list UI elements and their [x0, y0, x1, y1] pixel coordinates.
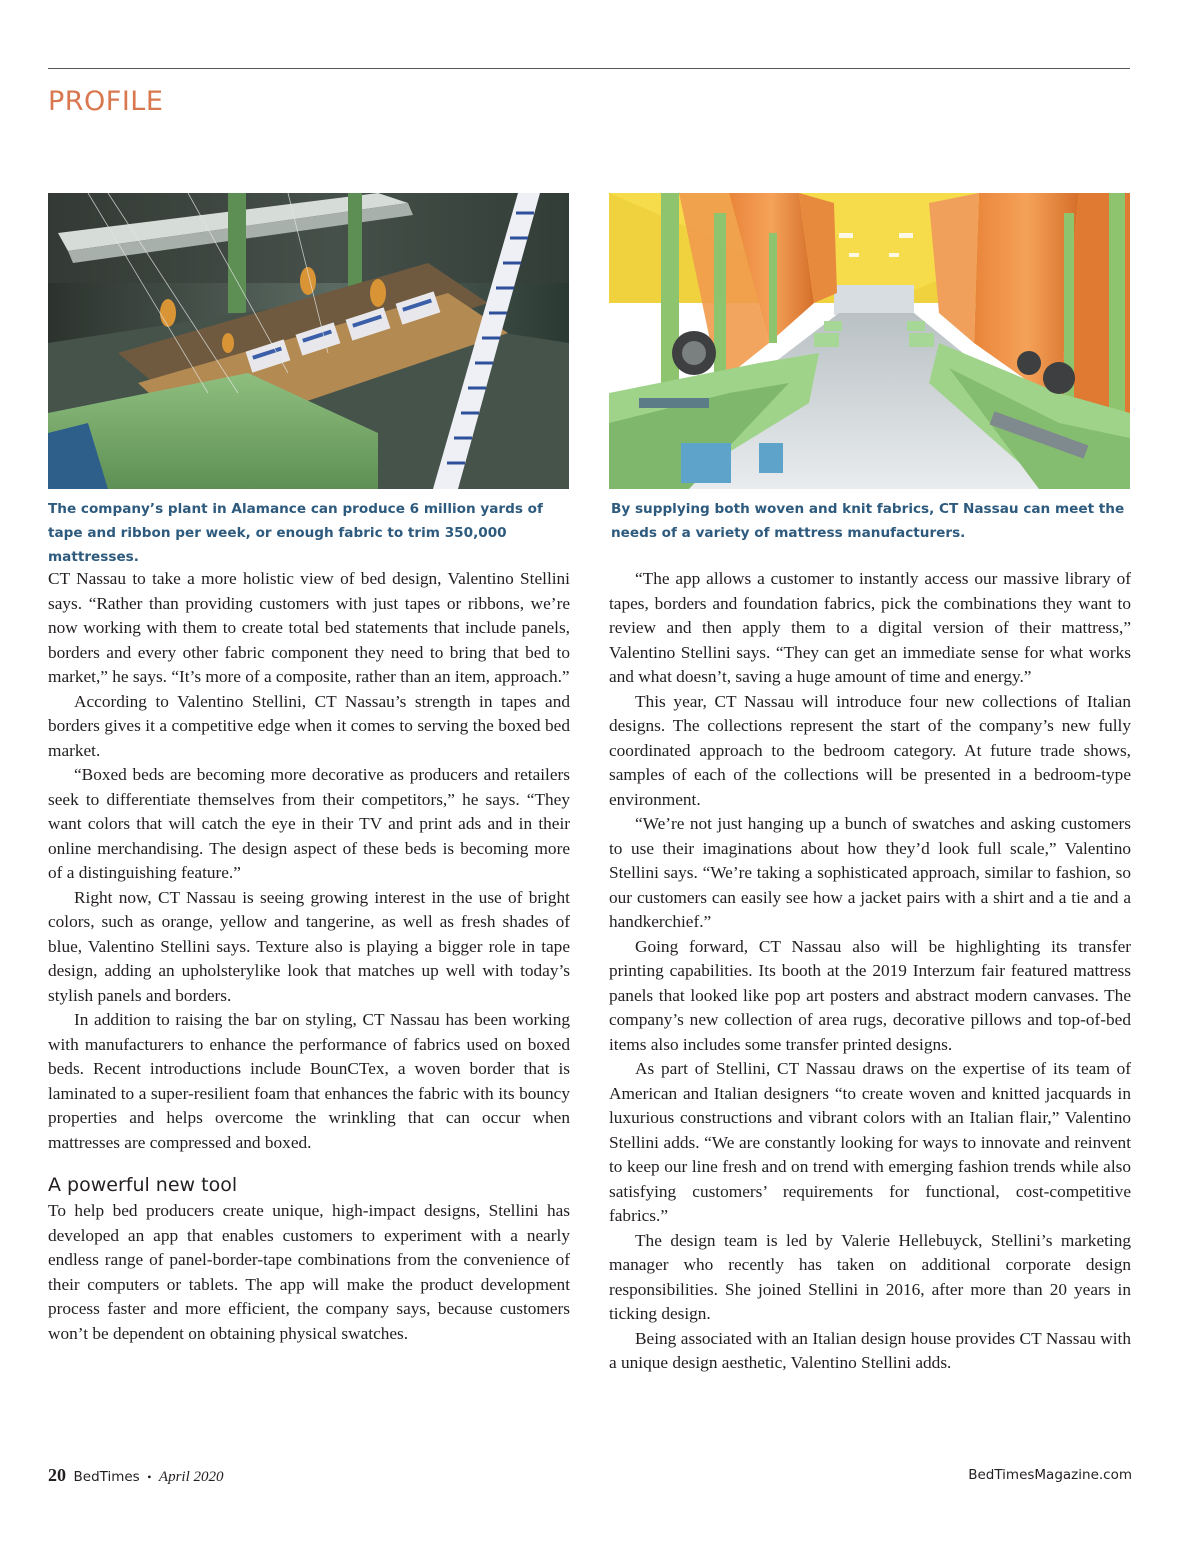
- article-paragraph: To help bed producers create unique, high-impact designs, Stellini has developed an app that enables customers to experiment with a nearly endless range of panel-border-tape combinations from the convenience of their computers or tablets. The app will make the product development process faster and more efficient, the company says, because customers won’t be dependent on obtaining physical swatches.: [48, 1201, 570, 1343]
- header-rule: [48, 68, 1130, 69]
- photo-caption-right: By supplying both woven and knit fabrics, CT Nassau can meet the needs of a variety of mattress manufacturers.: [611, 501, 1125, 541]
- article-paragraph: According to Valentino Stellini, CT Nassau’s strength in tapes and borders gives it a competitive edge when it comes to serving the boxed bed market.: [48, 691, 570, 760]
- article-subheading: A powerful new tool: [48, 1174, 238, 1196]
- article-paragraph: CT Nassau to take a more holistic view of bed design, Valentino Stellini says. “Rather than providing customers with just tapes or ribbons, we’re now working with them to create total bed statements that include panels, borders and every other fabric component they need to bring that bed to market,” he says. “It’s more of a composite, rather than an item, approach.”: [48, 569, 570, 686]
- article-paragraph: Being associated with an Italian design house provides CT Nassau with a unique design aesthetic, Valentino Stellini adds.: [609, 1328, 1131, 1372]
- article-paragraph: “Boxed beds are becoming more decorative as producers and retailers seek to differentiate themselves from their competitors,” he says. “They want colors that will catch the eye in their TV and print ads and in their online merchandising. The design aspect of these beds is becoming more of a distinguishing feature.”: [48, 765, 570, 882]
- article-column-left: [48, 567, 570, 1346]
- section-label: PROFILE: [48, 86, 164, 117]
- loom-closeup-illustration: [48, 193, 569, 489]
- page-number: 20: [48, 1465, 66, 1485]
- article-paragraph: “The app allows a customer to instantly access our massive library of tapes, borders and foundation fabrics, pick the combinations they want to review and then apply them to a digital version of their mattress,” Valentino Stellini says. “They can get an immediate sense for what works and what doesn’t, saving a huge amount of time and energy.”: [609, 569, 1131, 686]
- plant-loom-photo: [48, 193, 569, 489]
- article-paragraph: This year, CT Nassau will introduce four new collections of Italian designs. The collections represent the start of the company’s new fully coordinated approach to the bedroom category. At future trade shows, samples of each of the collections will be presented in a bedroom-type environment.: [609, 691, 1131, 809]
- footer-separator: •: [147, 1470, 152, 1484]
- page-footer-left: [48, 1465, 224, 1488]
- weaving-hall-illustration: [609, 193, 1130, 489]
- issue-date: April 2020: [158, 1469, 224, 1485]
- article-paragraph: The design team is led by Valerie Hellebuyck, Stellini’s marketing manager who recently has taken on additional corporate design responsibilities. She joined Stellini in 2016, after more than 20 years in ticking design.: [609, 1230, 1131, 1323]
- article-paragraph: “We’re not just hanging up a bunch of swatches and asking customers to use their imaginations about how they’d look full scale,” Valentino Stellini says. “We’re taking a sophisticated approach, similar to fashion, so our customers can easily see how a jacket pairs with a shirt and a tie and a handkerchief.”: [609, 814, 1131, 931]
- article-paragraph: In addition to raising the bar on styling, CT Nassau has been working with manufacturers to enhance the performance of fabrics used on boxed beds. Recent introductions include BounCTex, a woven border that is laminated to a super-resilient foam that enhances the fabric with its bouncy properties and helps overcome the wrinkling that can occur when mattresses are compressed and boxed.: [48, 1010, 570, 1152]
- article-paragraph: Going forward, CT Nassau also will be highlighting its transfer printing capabilities. Its booth at the 2019 Interzum fair featured mattress panels that looked like pop art posters and abstract modern canvases. The company’s new collection of area rugs, decorative pillows and top-of-bed items also includes some transfer printed designs.: [609, 936, 1131, 1054]
- website-link[interactable]: BedTimesMagazine.com: [968, 1467, 1132, 1483]
- magazine-name: BedTimes: [73, 1469, 140, 1485]
- article-paragraph: Right now, CT Nassau is seeing growing interest in the use of bright colors, such as orange, yellow and tangerine, as well as fresh shades of blue, Valentino Stellini says. Texture also is playing a bigger role in tape design, adding an upholsterylike look that matches up well with today’s stylish panels and borders.: [48, 887, 570, 1005]
- photo-caption-left: The company’s plant in Alamance can produce 6 million yards of tape and ribbon per week, or enough fabric to trim 350,000 mattresses.: [48, 501, 543, 565]
- article-column-right: [609, 567, 1131, 1376]
- article-paragraph: As part of Stellini, CT Nassau draws on the expertise of its team of American and Italian designers “to create woven and knitted jacquards in luxurious constructions and vibrant colors with an Italian flair,” Valentino Stellini adds. “We are constantly looking for ways to innovate and reinvent to keep our line fresh and on trend with emerging fashion trends while also satisfying customers’ requirements for functional, cost-competitive fabrics.”: [609, 1059, 1131, 1225]
- weaving-hall-photo: [609, 193, 1130, 489]
